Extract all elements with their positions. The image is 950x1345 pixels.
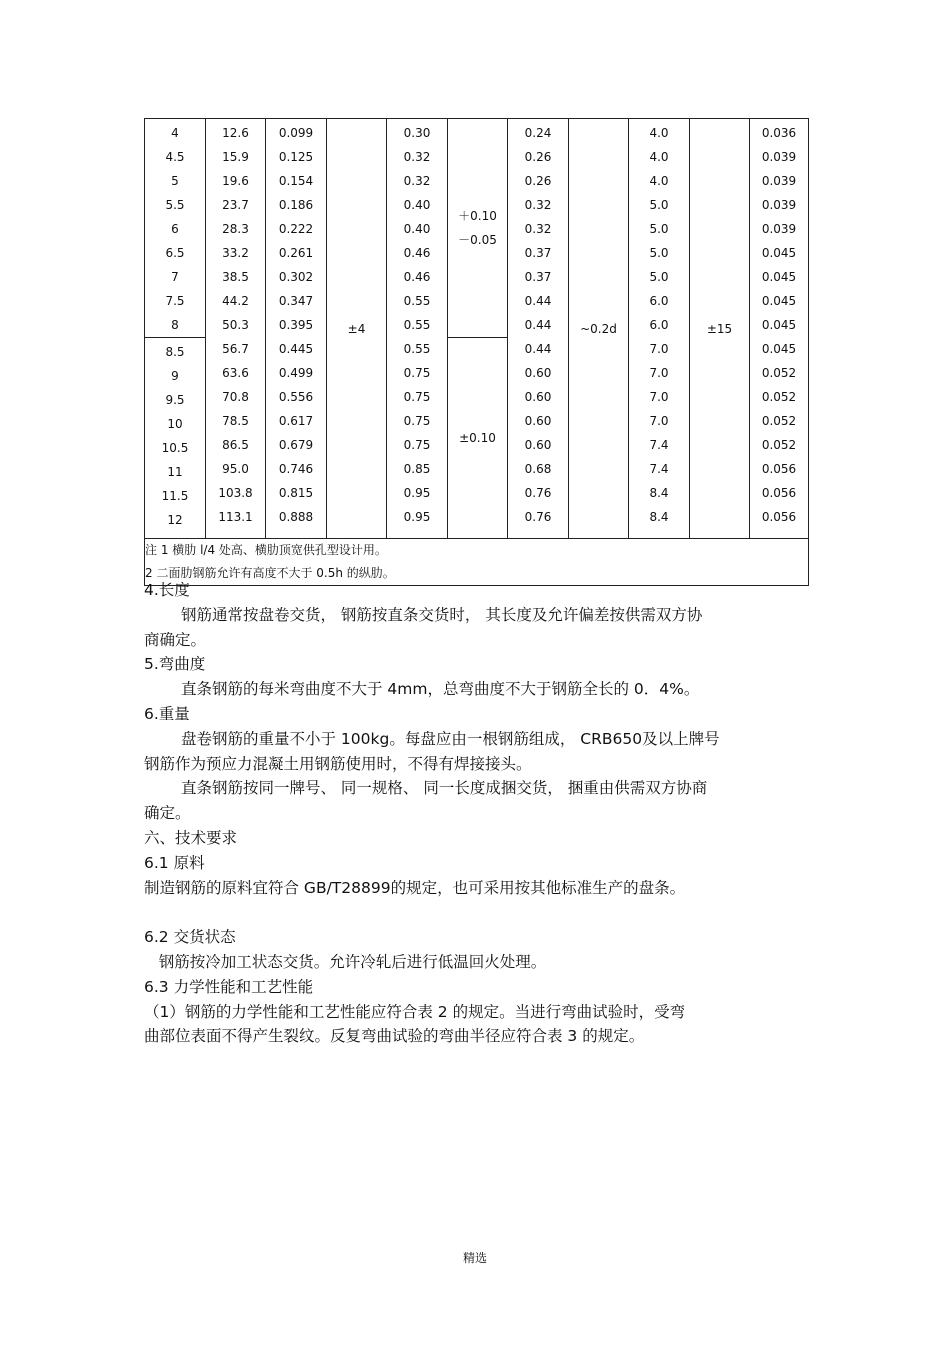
rib-coefficient-cell: 0.045 [761,294,797,308]
area-cell: 38.5 [222,270,249,284]
rib-spacing-cell: 6.0 [649,318,669,332]
rib-height-cell: 0.32 [403,174,431,188]
rib-quarter-cell: 0.24 [524,126,552,140]
weight-cell: 0.556 [278,390,314,404]
paragraph-length-cont: 商确定。 [144,630,207,649]
spacing-tolerance: ±15 [690,119,750,539]
weight-cell: 0.888 [278,510,314,524]
diameter-cell: 7 [171,270,179,284]
area-cell: 103.8 [218,486,253,500]
area-cell: 63.6 [222,366,249,380]
rib-quarter-cell: 0.37 [524,270,552,284]
rib-quarter-cell: 0.37 [524,246,552,260]
rib-coefficient-cell: 0.056 [761,486,797,500]
rib-spacing-cell: 7.0 [649,390,669,404]
rib-coefficient-cell: 0.039 [761,174,797,188]
area-cell: 28.3 [222,222,249,236]
diameter-cell: 5.5 [165,198,185,212]
rib-spacing-cell: 7.0 [649,414,669,428]
area-cell: 78.5 [222,414,249,428]
rib-coefficient-cell: 0.045 [761,318,797,332]
area-cell: 33.2 [222,246,249,260]
rib-height-cell: 0.75 [403,414,431,428]
diameter-cell: 8.5 [165,345,185,359]
rib-spacing-cell: 5.0 [649,222,669,236]
rib-height-cell: 0.40 [403,222,431,236]
diameter-cell: 11 [167,465,183,479]
weight-cell: 0.125 [278,150,314,164]
weight-cell: 0.302 [278,270,314,284]
rib-height-cell: 0.55 [403,294,431,308]
paragraph-bend: 直条钢筋的每米弯曲度不大于 4mm，总弯曲度不大于钢筋全长的 0．4%。 [181,680,700,699]
heading-bend: 5.弯曲度 [144,655,206,674]
rib-quarter-cell: 0.60 [524,438,552,452]
rib-spacing-cell: 5.0 [649,246,669,260]
rib-height-cell: 0.95 [403,486,431,500]
weight-cell: 0.445 [278,342,314,356]
rib-coefficient-column [750,119,809,539]
rib-quarter-height-column [508,119,569,539]
diameter-cell: 4 [171,126,179,140]
rib-coefficient-cell: 0.052 [761,438,797,452]
page-footer: 精选 [462,1251,487,1265]
note-1: 注 1 横肋 l/4 处高、横肋顶宽供孔型设计用。 [145,543,387,557]
rib-quarter-cell: 0.32 [524,222,552,236]
rib-spacing-cell: 4.0 [649,174,669,188]
area-cell: 86.5 [222,438,249,452]
rib-height-tolerance-lower: ±0.10 [448,338,508,539]
rib-height-cell: 0.75 [403,438,431,452]
rib-coefficient-cell: 0.039 [761,150,797,164]
rib-spacing-column [629,119,690,539]
weight-cell: 0.395 [278,318,314,332]
rib-coefficient-cell: 0.056 [761,462,797,476]
paragraph-mechanical-properties: （1）钢筋的力学性能和工艺性能应符合表 2 的规定。当进行弯曲试验时，受弯 [144,1002,686,1021]
area-cell: 15.9 [222,150,249,164]
weight-tolerance: ±4 [327,119,387,539]
area-cell: 19.6 [222,174,249,188]
paragraph-bundle: 直条钢筋按同一牌号、 同一规格、 同一长度成捆交货， 捆重由供需双方协商 [181,779,708,798]
diameter-cell: 5 [171,174,179,188]
rib-quarter-cell: 0.44 [524,342,552,356]
note-2: 2 二面肋钢筋允许有高度不大于 0.5h 的纵肋。 [145,566,395,580]
area-cell: 44.2 [222,294,249,308]
rib-dimension-table [144,118,809,586]
rib-height-column [387,119,448,539]
rib-spacing-cell: 8.4 [649,510,669,524]
diameter-cell: 7.5 [165,294,185,308]
diameter-cell: 10.5 [161,441,189,455]
weight-cell: 0.222 [278,222,314,236]
rib-quarter-cell: 0.26 [524,150,552,164]
paragraph-delivery-state: 钢筋按冷加工状态交货。允许冷轧后进行低温回火处理。 [144,952,547,971]
rib-height-tolerance-upper: ＋0.10 －0.05 [448,119,508,338]
rib-quarter-cell: 0.60 [524,414,552,428]
rib-coefficient-cell: 0.056 [761,510,797,524]
rib-height-cell: 0.75 [403,390,431,404]
rib-quarter-cell: 0.60 [524,366,552,380]
area-cell: 70.8 [222,390,249,404]
rib-coefficient-cell: 0.052 [761,414,797,428]
diameter-cell: 12 [167,513,183,527]
area-cell: 12.6 [222,126,249,140]
rib-quarter-cell: 0.44 [524,318,552,332]
rib-height-cell: 0.75 [403,366,431,380]
rib-spacing-cell: 7.4 [649,438,669,452]
heading-technical-requirements: 六、技术要求 [144,828,238,847]
paragraph-length: 钢筋通常按盘卷交货， 钢筋按直条交货时， 其长度及允许偏差按供需双方协 [181,605,703,624]
rib-spacing-cell: 5.0 [649,270,669,284]
rib-height-cell: 0.30 [403,126,431,140]
rib-coefficient-cell: 0.039 [761,198,797,212]
rib-quarter-cell: 0.32 [524,198,552,212]
rib-coefficient-cell: 0.045 [761,342,797,356]
weight-cell: 0.815 [278,486,314,500]
diameter-cell: 6.5 [165,246,185,260]
diameter-column-lower [145,338,206,539]
heading-mechanical-properties: 6.3 力学性能和工艺性能 [144,977,314,996]
paragraph-weight-cont: 钢筋作为预应力混凝土用钢筋使用时，不得有焊接接头。 [144,754,532,773]
diameter-cell: 9 [171,369,179,383]
rib-height-cell: 0.55 [403,342,431,356]
weight-cell: 0.679 [278,438,314,452]
weight-cell: 0.617 [278,414,314,428]
rib-quarter-cell: 0.60 [524,390,552,404]
diameter-cell: 9.5 [165,393,185,407]
paragraph-raw-material: 制造钢筋的原料宜符合 GB/T28899的规定，也可采用按其他标准生产的盘条。 [144,878,686,897]
area-cell: 50.3 [222,318,249,332]
rib-quarter-cell: 0.76 [524,486,552,500]
rib-spacing-cell: 8.4 [649,486,669,500]
weight-cell: 0.186 [278,198,314,212]
weight-cell: 0.261 [278,246,314,260]
heading-delivery-state: 6.2 交货状态 [144,928,236,947]
rib-spacing-cell: 7.4 [649,462,669,476]
heading-length: 4.长度 [144,581,190,599]
weight-cell: 0.347 [278,294,314,308]
area-cell: 23.7 [222,198,249,212]
rib-quarter-cell: 0.26 [524,174,552,188]
rib-spacing-cell: 4.0 [649,126,669,140]
diameter-cell: 11.5 [161,489,189,503]
rib-quarter-cell: 0.68 [524,462,552,476]
diameter-cell: 10 [167,417,183,431]
diameter-cell: 6 [171,222,179,236]
diameter-cell: 4.5 [165,150,185,164]
rib-height-cell: 0.85 [403,462,431,476]
rib-height-cell: 0.32 [403,150,431,164]
rib-coefficient-cell: 0.039 [761,222,797,236]
rib-coefficient-cell: 0.052 [761,366,797,380]
heading-weight: 6.重量 [144,704,190,723]
rib-quarter-cell: 0.44 [524,294,552,308]
paragraph-bundle-cont: 确定。 [144,804,191,823]
paragraph-weight: 盘卷钢筋的重量不小于 100kg。每盘应由一根钢筋组成， CRB650及以上牌号 [181,729,720,748]
area-cell: 113.1 [218,510,253,524]
rib-spacing-cell: 7.0 [649,342,669,356]
diameter-column-upper [145,119,206,338]
rib-height-cell: 0.46 [403,246,431,260]
rib-spacing-cell: 5.0 [649,198,669,212]
rib-height-cell: 0.40 [403,198,431,212]
weight-cell: 0.154 [278,174,314,188]
area-column [206,119,266,539]
rib-coefficient-cell: 0.045 [761,270,797,284]
weight-cell: 0.099 [278,126,314,140]
table-row [145,119,809,338]
weight-column [266,119,327,539]
rib-spacing-cell: 6.0 [649,294,669,308]
diameter-cell: 8 [171,318,179,332]
area-cell: 95.0 [222,462,249,476]
rib-coefficient-cell: 0.052 [761,390,797,404]
weight-cell: 0.746 [278,462,314,476]
rib-spacing-cell: 7.0 [649,366,669,380]
rib-top-width: ~0.2d [569,119,629,539]
rib-coefficient-cell: 0.036 [761,126,797,140]
weight-cell: 0.499 [278,366,314,380]
heading-raw-material: 6.1 原料 [144,853,205,872]
rib-height-cell: 0.46 [403,270,431,284]
rib-spacing-cell: 4.0 [649,150,669,164]
document-body [144,578,809,1049]
rib-height-cell: 0.55 [403,318,431,332]
area-cell: 56.7 [222,342,249,356]
rib-height-cell: 0.95 [403,510,431,524]
rib-coefficient-cell: 0.045 [761,246,797,260]
paragraph-mechanical-properties-cont: 曲部位表面不得产生裂纹。反复弯曲试验的弯曲半径应符合表 3 的规定。 [144,1027,645,1046]
rib-quarter-cell: 0.76 [524,510,552,524]
